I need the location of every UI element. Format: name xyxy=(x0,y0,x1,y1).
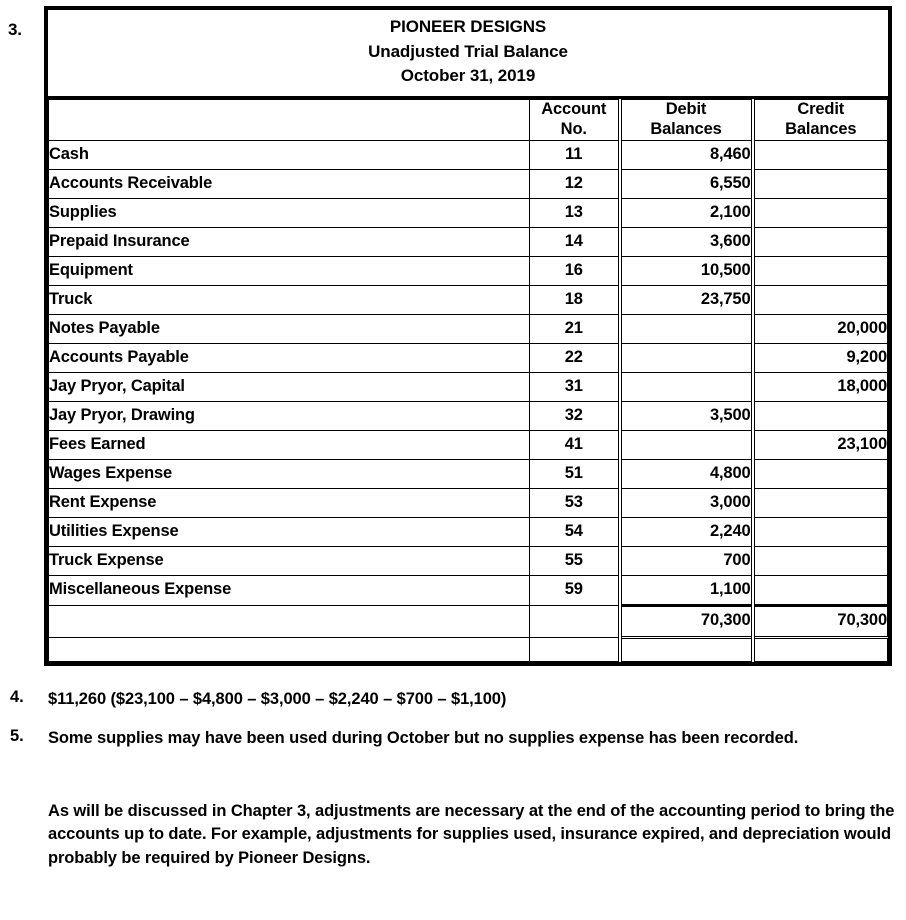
cell-account-no: 41 xyxy=(530,430,620,459)
cell-debit-balance: 1,100 xyxy=(620,575,753,605)
cell-account-no: 51 xyxy=(530,459,620,488)
table-row xyxy=(49,546,888,575)
cell-debit-balance: 23,750 xyxy=(620,285,753,314)
cell-account-name: Truck xyxy=(49,285,530,314)
cell-account-name: Accounts Payable xyxy=(49,343,530,372)
table-row xyxy=(49,198,888,227)
table-row xyxy=(49,314,888,343)
cell-debit-balance: 3,000 xyxy=(620,488,753,517)
cell-debit-balance: 2,100 xyxy=(620,198,753,227)
cell-credit-balance xyxy=(753,227,888,256)
trial-balance-body xyxy=(49,140,888,661)
cell-account-no: 55 xyxy=(530,546,620,575)
cell-credit-balance xyxy=(753,517,888,546)
cell-account-no: 16 xyxy=(530,256,620,285)
cell-total-debit: 70,300 xyxy=(620,605,753,637)
cell-debit-balance xyxy=(620,314,753,343)
cell-credit-balance xyxy=(753,401,888,430)
trial-balance-table-outer-frame xyxy=(44,6,892,666)
table-row xyxy=(49,169,888,198)
column-header-account-no: Account No. xyxy=(530,99,620,140)
cell-credit-balance xyxy=(753,140,888,169)
cell-account-no: 18 xyxy=(530,285,620,314)
cell-account-name: Jay Pryor, Drawing xyxy=(49,401,530,430)
cell-account-name: Notes Payable xyxy=(49,314,530,343)
cell-closing-debit xyxy=(620,637,753,661)
table-row xyxy=(49,372,888,401)
cell-credit-balance xyxy=(753,459,888,488)
cell-account-no: 12 xyxy=(530,169,620,198)
cell-totals-label xyxy=(49,605,530,637)
cell-closing-account-no xyxy=(530,637,620,661)
table-row xyxy=(49,343,888,372)
company-name: PIONEER DESIGNS xyxy=(389,17,547,36)
table-row xyxy=(49,517,888,546)
column-header-credit-balances: Credit Balances xyxy=(753,99,888,140)
cell-closing-name xyxy=(49,637,530,661)
statement-heading xyxy=(48,10,888,99)
cell-account-no: 53 xyxy=(530,488,620,517)
cell-account-name: Miscellaneous Expense xyxy=(49,575,530,605)
cell-account-no: 22 xyxy=(530,343,620,372)
item-3-number: 3. xyxy=(8,20,22,39)
table-row xyxy=(49,140,888,169)
cell-credit-balance: 18,000 xyxy=(753,372,888,401)
cell-account-name: Equipment xyxy=(49,256,530,285)
cell-credit-balance xyxy=(753,169,888,198)
item-4-answer: $11,260 ($23,100 – $4,800 – $3,000 – $2,240 – $700 – $1,100) xyxy=(48,690,507,708)
item-5-paragraph-2: As will be discussed in Chapter 3, adjustments are necessary at the end of the accounting period to bring the accounts up to date. For example, adjustments for supplies used, insurance expired, and depreciation would probably be required by Pioneer Designs. xyxy=(48,802,895,867)
cell-account-name: Rent Expense xyxy=(49,488,530,517)
trial-balance-table xyxy=(48,99,888,662)
cell-account-no: 32 xyxy=(530,401,620,430)
cell-debit-balance: 700 xyxy=(620,546,753,575)
table-row xyxy=(49,285,888,314)
table-header-row xyxy=(49,99,888,140)
cell-account-no: 14 xyxy=(530,227,620,256)
cell-credit-balance xyxy=(753,488,888,517)
cell-debit-balance xyxy=(620,343,753,372)
table-row xyxy=(49,256,888,285)
table-row xyxy=(49,430,888,459)
cell-debit-balance: 3,600 xyxy=(620,227,753,256)
cell-debit-balance: 2,240 xyxy=(620,517,753,546)
item-5-paragraph-1: Some supplies may have been used during October but no supplies expense has been recorded. xyxy=(48,729,799,747)
cell-account-no: 21 xyxy=(530,314,620,343)
cell-credit-balance xyxy=(753,546,888,575)
cell-account-name: Jay Pryor, Capital xyxy=(49,372,530,401)
table-row xyxy=(49,459,888,488)
table-row xyxy=(49,401,888,430)
cell-credit-balance: 23,100 xyxy=(753,430,888,459)
trial-balance-table-inner-frame xyxy=(47,9,889,663)
column-header-account-name xyxy=(49,99,530,140)
cell-account-name: Utilities Expense xyxy=(49,517,530,546)
item-4-number: 4. xyxy=(10,688,24,706)
cell-debit-balance: 3,500 xyxy=(620,401,753,430)
cell-debit-balance xyxy=(620,372,753,401)
cell-account-name: Prepaid Insurance xyxy=(49,227,530,256)
cell-credit-balance xyxy=(753,285,888,314)
column-header-debit-balances: Debit Balances xyxy=(620,99,753,140)
table-row xyxy=(49,227,888,256)
table-closing-rule-row xyxy=(49,637,888,661)
table-row xyxy=(49,488,888,517)
cell-account-no: 31 xyxy=(530,372,620,401)
cell-credit-balance: 9,200 xyxy=(753,343,888,372)
cell-closing-credit xyxy=(753,637,888,661)
cell-credit-balance xyxy=(753,256,888,285)
cell-account-name: Wages Expense xyxy=(49,459,530,488)
cell-account-no: 11 xyxy=(530,140,620,169)
cell-account-name: Accounts Receivable xyxy=(49,169,530,198)
table-row xyxy=(49,575,888,605)
cell-account-name: Fees Earned xyxy=(49,430,530,459)
cell-debit-balance: 4,800 xyxy=(620,459,753,488)
cell-account-no: 59 xyxy=(530,575,620,605)
cell-debit-balance: 6,550 xyxy=(620,169,753,198)
cell-debit-balance: 8,460 xyxy=(620,140,753,169)
cell-credit-balance: 20,000 xyxy=(753,314,888,343)
cell-account-name: Supplies xyxy=(49,198,530,227)
cell-account-name: Cash xyxy=(49,140,530,169)
item-5-number: 5. xyxy=(10,727,24,745)
cell-totals-account-no xyxy=(530,605,620,637)
cell-total-credit: 70,300 xyxy=(753,605,888,637)
report-title: Unadjusted Trial Balance xyxy=(368,41,568,61)
cell-credit-balance xyxy=(753,198,888,227)
cell-debit-balance xyxy=(620,430,753,459)
cell-credit-balance xyxy=(753,575,888,605)
cell-account-name: Truck Expense xyxy=(49,546,530,575)
cell-account-no: 13 xyxy=(530,198,620,227)
cell-account-no: 54 xyxy=(530,517,620,546)
cell-debit-balance: 10,500 xyxy=(620,256,753,285)
table-totals-row xyxy=(49,605,888,637)
report-date: October 31, 2019 xyxy=(400,66,536,86)
